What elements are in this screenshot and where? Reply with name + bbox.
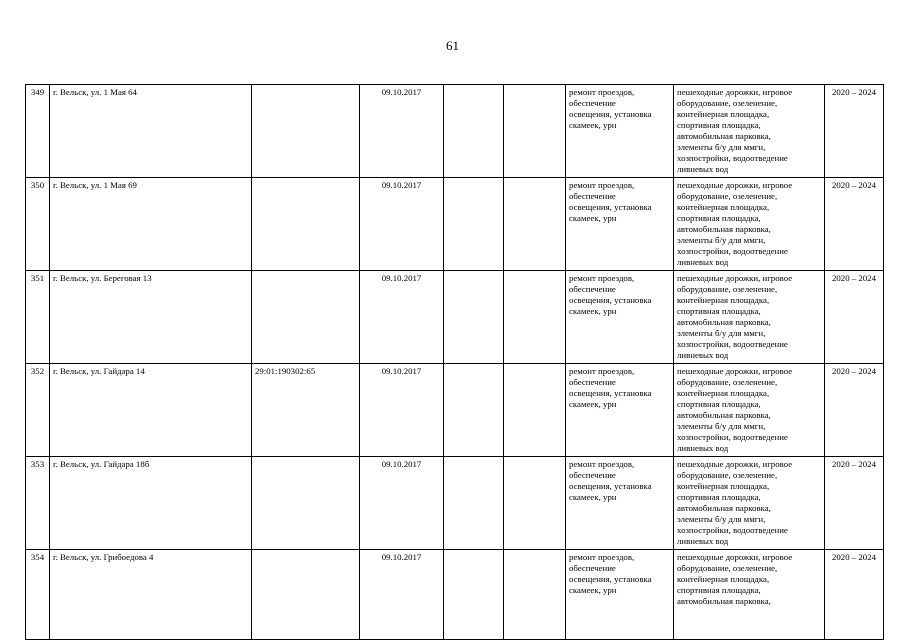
row-empty-cell: [504, 457, 566, 550]
row-number: 349: [26, 85, 50, 178]
row-extra-works: пешеходные дорожки, игровое оборудование, озеленение, контейнерная площадка, спортивная площадка, автомобильная парковка, элементы б/у для ммгн, хозпостройки, водоотведение ливневых вод: [674, 271, 825, 364]
table-row: [26, 457, 884, 550]
row-address: г. Вельск, ул. 1 Мая 69: [50, 178, 252, 271]
row-empty-cell: [504, 178, 566, 271]
row-period: 2020 – 2024: [825, 178, 884, 271]
row-number: 353: [26, 457, 50, 550]
row-period: 2020 – 2024: [825, 550, 884, 640]
row-empty-cell: [444, 550, 504, 640]
row-number: 354: [26, 550, 50, 640]
row-empty-cell: [444, 85, 504, 178]
row-period: 2020 – 2024: [825, 364, 884, 457]
row-empty-cell: [444, 178, 504, 271]
row-address: г. Вельск, ул. Гайдара 18б: [50, 457, 252, 550]
row-date: 09.10.2017: [360, 457, 444, 550]
row-date: 09.10.2017: [360, 271, 444, 364]
row-extra-works: пешеходные дорожки, игровое оборудование, озеленение, контейнерная площадка, спортивная площадка, автомобильная парковка, элементы б/у для ммгн, хозпостройки, водоотведение ливневых вод: [674, 364, 825, 457]
row-empty-cell: [504, 550, 566, 640]
row-date: 09.10.2017: [360, 550, 444, 640]
table-row: [26, 85, 884, 178]
row-extra-works: пешеходные дорожки, игровое оборудование, озеленение, контейнерная площадка, спортивная площадка, автомобильная парковка, элементы б/у для ммгн, хозпостройки, водоотведение ливневых вод: [674, 457, 825, 550]
row-works: ремонт проездов, обеспечение освещения, установка скамеек, урн: [566, 85, 674, 178]
row-works: ремонт проездов, обеспечение освещения, установка скамеек, урн: [566, 178, 674, 271]
table-row: [26, 550, 884, 640]
row-number: 350: [26, 178, 50, 271]
row-cadastral: [252, 550, 360, 640]
row-address: г. Вельск, ул. Грибоедова 4: [50, 550, 252, 640]
page-number: 61: [446, 38, 459, 53]
row-address: г. Вельск, ул. Гайдара 14: [50, 364, 252, 457]
row-date: 09.10.2017: [360, 85, 444, 178]
row-period: 2020 – 2024: [825, 271, 884, 364]
row-works: ремонт проездов, обеспечение освещения, установка скамеек, урн: [566, 271, 674, 364]
row-works: ремонт проездов, обеспечение освещения, установка скамеек, урн: [566, 364, 674, 457]
row-empty-cell: [504, 271, 566, 364]
row-empty-cell: [504, 364, 566, 457]
table-row: [26, 271, 884, 364]
row-cadastral: 29:01:190302:65: [252, 364, 360, 457]
row-cadastral: [252, 457, 360, 550]
row-cadastral: [252, 271, 360, 364]
row-period: 2020 – 2024: [825, 457, 884, 550]
row-empty-cell: [444, 364, 504, 457]
row-empty-cell: [444, 271, 504, 364]
row-works: ремонт проездов, обеспечение освещения, установка скамеек, урн: [566, 457, 674, 550]
row-works: ремонт проездов, обеспечение освещения, установка скамеек, урн: [566, 550, 674, 640]
row-number: 351: [26, 271, 50, 364]
row-period: 2020 – 2024: [825, 85, 884, 178]
row-empty-cell: [504, 85, 566, 178]
row-date: 09.10.2017: [360, 364, 444, 457]
table-row: [26, 178, 884, 271]
registry-table: [25, 84, 884, 640]
row-address: г. Вельск, ул. 1 Мая 64: [50, 85, 252, 178]
row-extra-works: пешеходные дорожки, игровое оборудование, озеленение, контейнерная площадка, спортивная площадка, автомобильная парковка, элементы б/у для ммгн, хозпостройки, водоотведение ливневых вод: [674, 85, 825, 178]
row-extra-works: пешеходные дорожки, игровое оборудование, озеленение, контейнерная площадка, спортивная площадка, автомобильная парковка,: [674, 550, 825, 640]
row-extra-works: пешеходные дорожки, игровое оборудование, озеленение, контейнерная площадка, спортивная площадка, автомобильная парковка, элементы б/у для ммгн, хозпостройки, водоотведение ливневых вод: [674, 178, 825, 271]
row-cadastral: [252, 85, 360, 178]
table-row: [26, 364, 884, 457]
row-date: 09.10.2017: [360, 178, 444, 271]
row-number: 352: [26, 364, 50, 457]
row-address: г. Вельск, ул. Береговая 13: [50, 271, 252, 364]
row-empty-cell: [444, 457, 504, 550]
row-cadastral: [252, 178, 360, 271]
